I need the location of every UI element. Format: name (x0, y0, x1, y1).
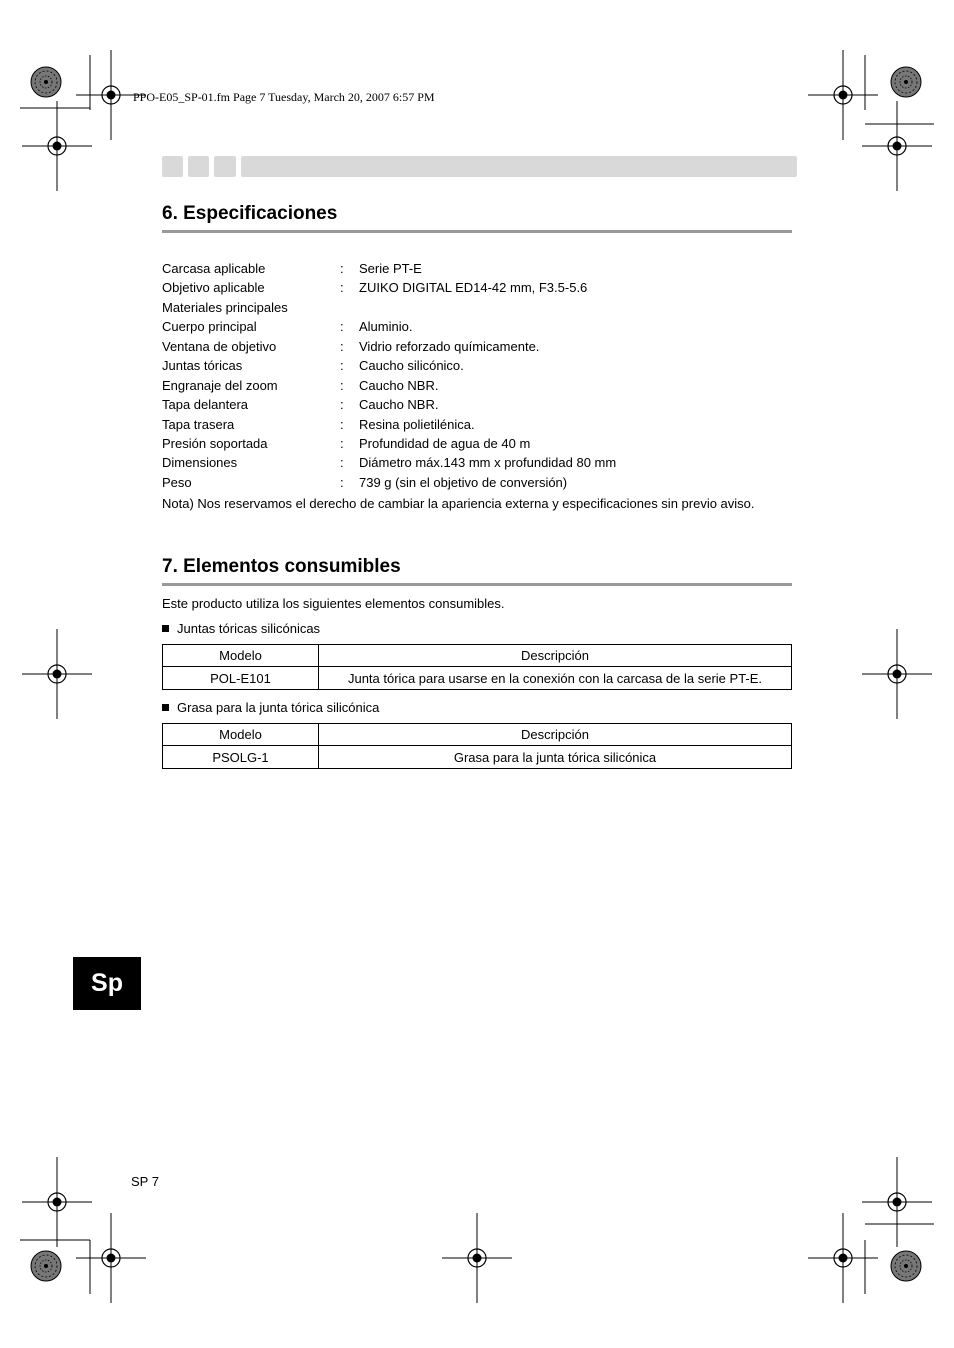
header-tab (162, 156, 183, 177)
spec-label: Peso (162, 474, 192, 490)
spec-row (162, 278, 802, 297)
spec-colon: : (340, 397, 344, 413)
spec-label: Objetivo aplicable (162, 280, 265, 296)
spec-row (162, 453, 802, 472)
spec-row (162, 376, 802, 395)
header-tab (214, 156, 236, 177)
spec-value: ZUIKO DIGITAL ED14-42 mm, F3.5-5.6 (359, 280, 588, 296)
table-header-row (163, 724, 792, 746)
spec-colon: : (340, 338, 344, 354)
spec-colon: : (340, 261, 344, 276)
spec-colon: : (340, 280, 344, 296)
spec-colon: : (340, 435, 344, 451)
spec-value: Caucho NBR. (359, 397, 439, 413)
spec-colon: : (340, 416, 344, 432)
consumables-table-grease (162, 723, 792, 769)
table-heading-text: Grasa para la junta tórica silicónica (177, 700, 380, 715)
spec-colon: : (340, 377, 344, 393)
spec-label: Ventana de objetivo (162, 338, 277, 354)
table-header-cell: Descripción (319, 724, 792, 746)
table-heading (162, 700, 379, 715)
spec-row (162, 415, 802, 434)
spec-colon: : (340, 474, 344, 490)
spec-row (162, 434, 802, 453)
spec-row (162, 356, 802, 375)
spec-label: Carcasa aplicable (162, 261, 266, 276)
spec-row (162, 317, 802, 336)
spec-value: Caucho NBR. (359, 377, 439, 393)
table-row (163, 667, 792, 690)
spec-row (162, 337, 802, 356)
spec-label: Tapa delantera (162, 397, 249, 413)
spec-row (162, 473, 802, 492)
spec-value: Profundidad de agua de 40 m (359, 435, 531, 451)
table-header-cell: Descripción (319, 645, 792, 667)
table-cell-description: Grasa para la junta tórica silicónica (319, 746, 792, 769)
spec-label: Dimensiones (162, 455, 238, 471)
table-cell-model: POL-E101 (163, 667, 319, 690)
table-header-cell: Modelo (163, 724, 319, 746)
header-bar (241, 156, 797, 177)
table-heading-text: Juntas tóricas silicónicas (177, 621, 321, 636)
square-bullet-icon (162, 704, 169, 711)
spec-value: Aluminio. (359, 319, 413, 335)
spec-value: Caucho silicónico. (359, 358, 464, 374)
spec-label: Tapa trasera (162, 416, 235, 432)
page-number: SP 7 (131, 1174, 159, 1189)
spec-value: Vidrio reforzado químicamente. (359, 338, 540, 354)
spec-colon: : (340, 319, 344, 335)
table-cell-model: PSOLG-1 (163, 746, 319, 769)
consumables-intro: Este producto utiliza los siguientes elementos consumibles. (162, 596, 505, 611)
section-title-especificaciones: 6. Especificaciones (162, 203, 338, 224)
spec-label: Juntas tóricas (162, 358, 243, 374)
section-rule (162, 230, 792, 233)
spec-label: Materiales principales (162, 299, 288, 315)
spec-label: Cuerpo principal (162, 319, 257, 335)
spec-value: Diámetro máx.143 mm x profundidad 80 mm (359, 455, 617, 471)
spec-list (162, 259, 802, 492)
spec-value: Serie PT-E (359, 261, 422, 276)
spec-value: Resina polietilénica. (359, 416, 475, 432)
spec-colon: : (340, 455, 344, 471)
spec-label: Presión soportada (162, 435, 268, 451)
header-tab (188, 156, 209, 177)
section-rule (162, 583, 792, 586)
spec-value: 739 g (sin el objetivo de conversión) (359, 474, 568, 490)
spec-label: Engranaje del zoom (162, 377, 278, 393)
table-row (163, 746, 792, 769)
table-header-row (163, 645, 792, 667)
spec-note: Nota) Nos reservamos el derecho de cambiar la apariencia externa y especificaciones sin previo aviso. (162, 496, 755, 511)
language-tab: Sp (73, 957, 141, 1010)
consumables-table-orings (162, 644, 792, 690)
section-title-consumibles: 7. Elementos consumibles (162, 556, 401, 577)
spec-row (162, 259, 802, 278)
table-cell-description: Junta tórica para usarse en la conexión con la carcasa de la serie PT-E. (319, 667, 792, 690)
spec-row (162, 298, 802, 317)
square-bullet-icon (162, 625, 169, 632)
spec-row (162, 395, 802, 414)
file-header: PPO-E05_SP-01.fm Page 7 Tuesday, March 20, 2007 6:57 PM (133, 90, 435, 104)
table-header-cell: Modelo (163, 645, 319, 667)
spec-colon: : (340, 358, 344, 374)
table-heading (162, 621, 320, 636)
